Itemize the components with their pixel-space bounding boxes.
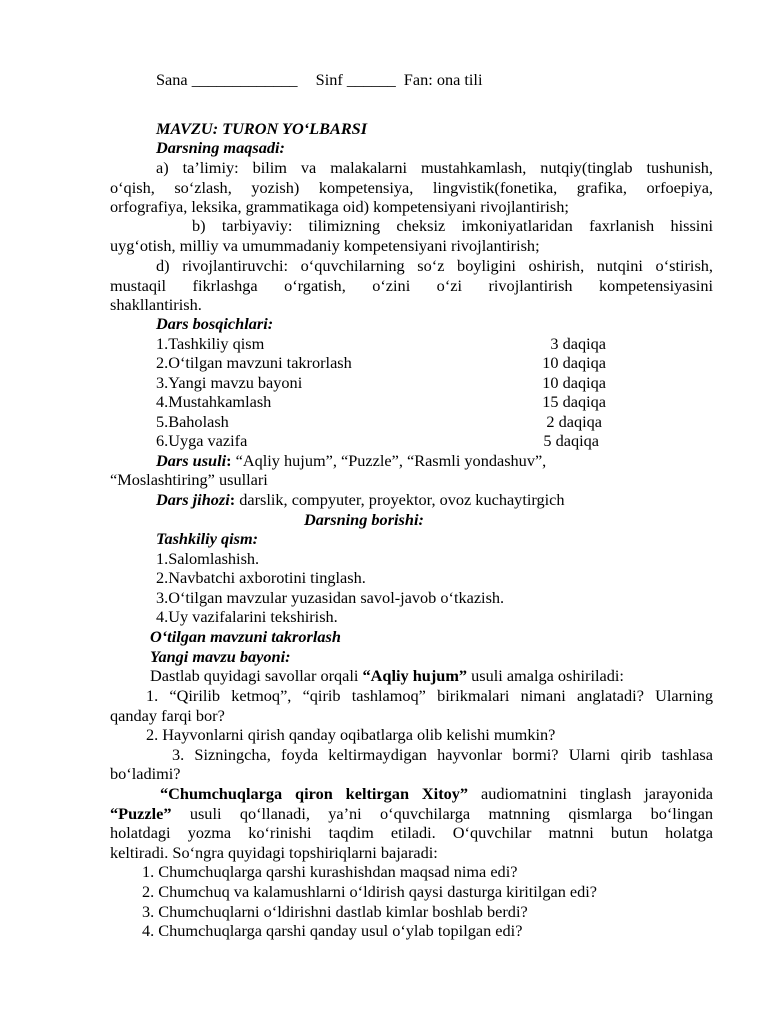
puzzle-usul: “Puzzle” [110,804,172,823]
tashkiliy-item: 2.Navbatchi axborotini tinglash. [156,568,366,587]
tashkiliy-item: 1.Salomlashish. [156,549,260,568]
maqsad-a-line-1: a) ta’limiy: bilim va malakalarni mustahkamlash, nutqiy(tinglab tushunish, [156,158,713,177]
otilgan-heading: O‘tilgan mavzuni takrorlash [150,627,341,646]
bosqich-time: 3 daqiqa [550,334,606,353]
bosqichlar-heading: Dars bosqichlari: [156,314,274,333]
puzzle-line-2 [110,804,713,823]
maqsad-a-line-3: orfografiya, leksika, grammatikaga oid) kompetensiyani rivojlantirish; [110,197,569,216]
bosqich-time: 10 daqiqa [542,373,606,392]
task-item: 2. Chumchuq va kalamushlarni o‘ldirish qaysi dasturga kiritilgan edi? [142,882,598,901]
header-line [156,70,759,89]
bosqich-row [156,334,606,353]
task-item: 4. Chumchuqlarga qarshi qanday usul o‘ylab topilgan edi? [142,921,523,940]
bosqich-name: 3.Yangi mavzu bayoni [156,373,303,392]
usuli-label: Dars usuli [156,451,227,470]
bosqich-row [156,392,606,411]
tashkiliy-item: 3.O‘tilgan mavzular yuzasidan savol-javob o‘tkazish. [156,588,505,607]
maqsad-b-line-2: uyg‘otish, milliy va umummadaniy kompetensiyani rivojlantirish; [110,236,540,255]
bosqich-name: 6.Uyga vazifa [156,431,248,450]
borishi-heading: Darsning borishi: [304,510,424,529]
usuli-colon: : [226,451,232,470]
yangi-heading: Yangi mavzu bayoni: [150,647,291,666]
task-item: 1. Chumchuqlarga qarshi kurashishdan maqsad nima edi? [142,862,518,881]
jihozi-label: Dars jihozi [156,490,230,509]
maqsad-b-line-1: b) tarbiyaviy: tilimizning cheksiz imkoniyatlaridan faxrlanish hissini [192,216,713,235]
task-item: 3. Chumchuqlarni o‘ldirishni dastlab kimlar boshlab berdi? [142,902,528,921]
fan-label: Fan: ona tili [403,70,483,89]
puzzle-line-4: keltiradi. So‘ngra quyidagi topshiriqlarni bajaradi: [110,843,438,862]
usuli-line-2: “Moslashtiring” usullari [110,470,268,489]
maqsad-d-line-2: mustaqil fikrlashga o‘rgatish, o‘zini o‘zi rivojlantirish kompetensiyasini [110,276,713,295]
tashkiliy-heading: Tashkiliy qism: [156,529,259,548]
maqsad-d-line-3: shakllantirish. [110,295,202,314]
bosqich-row [156,373,606,392]
sinf-blank: ______ [346,70,396,89]
maqsad-d-line-1: d) rivojlantiruvchi: o‘quvchilarning so‘z boyligini oshirish, nutqini o‘stirish, [156,256,713,275]
bosqich-name: 5.Baholash [156,412,229,431]
bosqich-row [156,353,606,372]
yangi-intro-post: usuli amalga oshiriladi: [467,666,624,685]
bosqich-time: 5 daqiqa [543,431,599,450]
sana-blank: _____________ [191,70,298,89]
bosqich-time: 10 daqiqa [542,353,606,372]
tashkiliy-item: 4.Uy vazifalarini tekshirish. [156,607,338,626]
question-3-line-2: bo‘ladimi? [110,764,181,783]
yangi-intro-bold: “Aqliy hujum” [362,666,468,685]
mavzu-title: MAVZU: TURON YO‘LBARSI [156,119,368,138]
bosqich-row [156,431,606,450]
bosqich-time: 15 daqiqa [542,392,606,411]
bosqich-time: 2 daqiqa [546,412,602,431]
usuli-text: “Aqliy hujum”, “Puzzle”, “Rasmli yondashuv”, [231,451,547,470]
maqsad-a-line-2: o‘qish, so‘zlash, yozish) kompetensiya, lingvistik(fonetika, grafika, orfoepiya, [110,178,713,197]
puzzle-line-1 [160,784,713,803]
bosqich-name: 4.Mustahkamlash [156,392,272,411]
bosqich-row [156,412,606,431]
question-3-line-1: 3. Sizningcha, foyda keltirmaydigan hayvonlar bormi? Ularni qirib tashlasa [172,745,713,764]
jihozi-line [156,490,759,509]
bosqich-name: 1.Tashkiliy qism [156,334,265,353]
maqsad-heading: Darsning maqsadi: [156,138,285,157]
sinf-label: Sinf [315,70,343,89]
question-1-line-1: 1. “Qirilib ketmoq”, “qirib tashlamoq” birikmalari nimani anglatadi? Ularning [146,686,713,705]
usuli-line [156,451,759,470]
bosqich-name: 2.O‘tilgan mavzuni takrorlash [156,353,352,372]
jihozi-text: darslik, compyuter, proyektor, ovoz kuchaytirgich [235,490,565,509]
puzzle-text-1: audiomatnini tinglash jarayonida [468,784,713,803]
puzzle-title: “Chumchuqlarga qiron keltirgan Xitoy” [160,784,469,803]
question-1-line-2: qanday farqi bor? [110,706,225,725]
puzzle-text-2: usuli qo‘llanadi, ya’ni o‘quvchilarga matnning qismlarga bo‘lingan [171,804,713,823]
jihozi-colon: : [229,490,236,509]
puzzle-line-3: holatdagi yozma ko‘rinishi taqdim etiladi. O‘quvchilar matnni butun holatga [110,823,713,842]
yangi-intro-pre: Dastlab quyidagi savollar orqali [150,666,363,685]
question-2: 2. Hayvonlarni qirish qanday oqibatlarga olib kelishi mumkin? [146,725,556,744]
sana-label: Sana [156,70,188,89]
yangi-intro [150,666,753,685]
